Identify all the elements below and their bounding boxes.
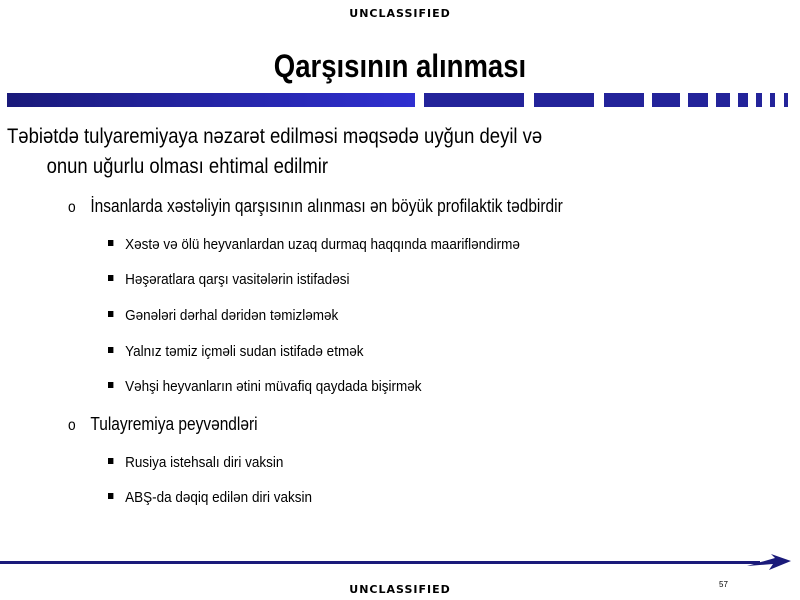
list-item (108, 378, 422, 395)
slide-title: Qarşısının alınması (273, 48, 527, 84)
main-point (7, 122, 676, 182)
circle-bullet-icon: o (68, 417, 76, 434)
page-number: 57 (719, 580, 728, 589)
classification-banner-bottom: UNCLASSIFIED (349, 583, 451, 596)
list-item (108, 489, 312, 506)
square-bullet-icon (108, 311, 113, 317)
list-item-text: Rusiya istehsalı diri vaksin (125, 454, 284, 471)
list-item-text: ABŞ-da dəqiq edilən diri vaksin (125, 489, 312, 506)
square-bullet-icon (108, 458, 113, 464)
classification-banner-top: UNCLASSIFIED (349, 7, 451, 20)
circle-bullet-icon: o (68, 199, 76, 216)
list-item (108, 454, 283, 471)
main-point-line1: Təbiətdə tulyaremiyaya nəzarət edilməsi məqsədə uyğun deyil və (7, 125, 543, 148)
list-item-text: Gənələri dərhal dəridən təmizləmək (125, 307, 339, 324)
square-bullet-icon (108, 493, 113, 499)
arrow-logo-icon (745, 552, 793, 572)
list-item-text: Həşəratlara qarşı vasitələrin istifadəsi (125, 271, 350, 288)
section-heading (68, 196, 563, 217)
footer-rule (0, 561, 760, 564)
list-item-text: Xəstə və ölü heyvanlardan uzaq durmaq haqqında maarifləndirmə (125, 236, 520, 253)
main-point-line2: onun uğurlu olması ehtimal edilmir (46, 155, 329, 178)
list-item-text: Yalnız təmiz içməli sudan istifadə etmək (125, 343, 364, 360)
list-item-text: Vəhşi heyvanların ətini müvafiq qaydada bişirmək (125, 378, 422, 395)
section-heading-text: İnsanlarda xəstəliyin qarşısının alınması ən böyük profilaktik tədbirdir (90, 196, 563, 216)
list-item (108, 236, 520, 253)
list-item (108, 271, 349, 288)
square-bullet-icon (108, 347, 113, 353)
list-item (108, 343, 363, 360)
square-bullet-icon (108, 275, 113, 281)
square-bullet-icon (108, 382, 113, 388)
section-heading-text: Tulayremiya peyvəndləri (90, 414, 258, 434)
square-bullet-icon (108, 240, 113, 246)
section-heading (68, 414, 258, 435)
list-item (108, 307, 338, 324)
title-stripe-bar (0, 93, 800, 107)
